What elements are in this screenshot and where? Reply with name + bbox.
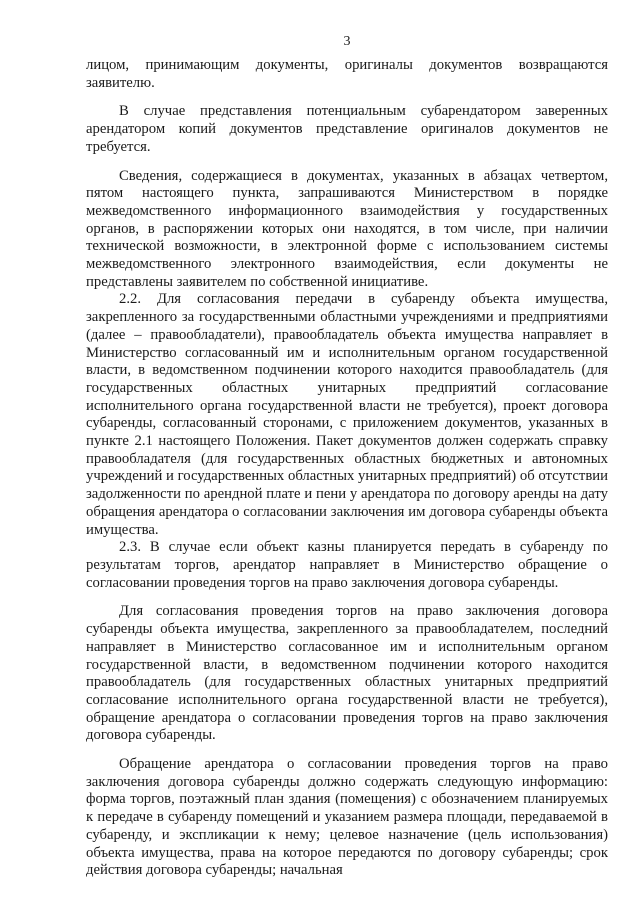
paragraph-request-contents: Обращение арендатора о согласовании проведения торгов на право заключения договора субаренды должно содержать следующую информацию: форма торгов, поэтажный план здания (помещения) с обозначением планируемых к передаче в субаренду помещений и указанием размера площади, передаваемой в субаренду, и экспликации к нему; целевое назначение (цель использования) объекта имущества, права на которое передаются по договору субаренды; срок действия договора субаренды; начальная [86, 756, 608, 879]
paragraph-clause-2-2: 2.2. Для согласования передачи в субаренду объекта имущества, закрепленного за государственными областными учреждениями и предприятиями (далее – правообладатели), правообладатель объекта имущества направляет в Министерство согласованный им и исполнительным органом государственной власти, в ведомственном подчинении которого находится правообладатель (для государственных областных унитарных предприятий согласование исполнительного органа государственной власти не требуется), проект договора субаренды, согласованный сторонами, с приложением документов, указанных в пункте 2.1 настоящего Положения. Пакет документов должен содержать справку правообладателя (для государственных областных бюджетных и автономных учреждений и государственных областных унитарных предприятий) об отсутствии задолженности по арендной плате и пени у арендатора по договору аренды на дату обращения арендатора о согласовании заключения им договора субаренды объекта имущества. [86, 291, 608, 538]
paragraph-interagency-info: Сведения, содержащиеся в документах, указанных в абзацах четвертом, пятом настоящего пункта, запрашиваются Министерством в порядке межведомственного информационного взаимодействия у государственных органов, в распоряжении которых они находятся, в том числе, при наличии технической возможности, в электронной форме с использованием системы межведомственного электронного взаимодействия, если документы не представлены заявителем по собственной инициативе. [86, 167, 608, 290]
page-number: 3 [343, 34, 351, 49]
paragraph-certified-copies: В случае представления потенциальным субарендатором заверенных арендатором копий документов представление оригиналов документов не требуется. [86, 103, 608, 155]
paragraph-continuation: лицом, принимающим документы, оригиналы документов возвращаются заявителю. [86, 57, 608, 91]
paragraph-clause-2-3: 2.3. В случае если объект казны планируется передать в субаренду по результатам торгов, арендатор направляет в Министерство обращение о согласовании проведения торгов на право заключения договора субаренды. [86, 539, 608, 591]
paragraph-tender-approval: Для согласования проведения торгов на право заключения договора субаренды объекта имущества, закрепленного за правообладателем, последний направляет в Министерство согласованное им и исполнительным органом государственной власти, в ведомственном подчинении которого находится правообладатель (для государственных областных унитарных предприятий согласование исполнительного органа государственной власти не требуется), обращение арендатора о согласовании проведения торгов на право заключения договора субаренды. [86, 603, 608, 744]
